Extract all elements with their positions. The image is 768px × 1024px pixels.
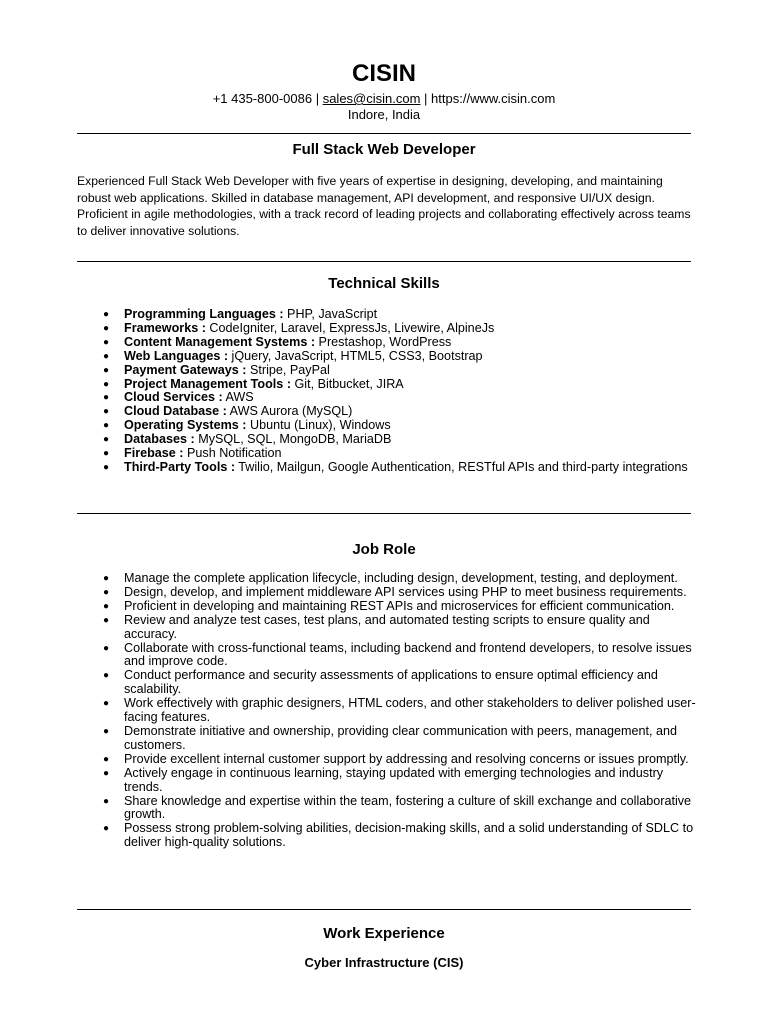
job-role-text: Share knowledge and expertise within the team, fostering a culture of skill exchange and collaborative growth. <box>124 793 692 822</box>
job-role-item <box>77 642 697 670</box>
bullet-icon: ● <box>103 448 110 460</box>
skill-value: MySQL, SQL, MongoDB, MariaDB <box>194 432 392 447</box>
skill-item <box>77 350 697 364</box>
job-role-text: Possess strong problem-solving abilities, decision-making skills, and a solid understanding of SDLC to deliver high-quality solutions. <box>124 821 694 850</box>
skill-value: CodeIgniter, Laravel, ExpressJs, Livewire, AlpineJs <box>205 320 495 335</box>
job-role-item <box>77 572 697 586</box>
bullet-icon: ● <box>103 670 110 682</box>
job-role-item <box>77 586 697 600</box>
job-role-text: Manage the complete application lifecycle, including design, development, testing, and deployment. <box>124 571 678 585</box>
skill-item <box>77 322 697 336</box>
bullet-icon: ● <box>103 725 110 737</box>
skill-item <box>77 419 697 433</box>
bullet-icon: ● <box>103 753 110 765</box>
bullet-icon: ● <box>103 309 110 320</box>
skill-label: Cloud Services : <box>124 390 223 405</box>
skill-label: Firebase : <box>124 446 184 461</box>
skill-item <box>77 447 697 461</box>
skill-value: Push Notification <box>183 446 282 461</box>
job-role-item <box>77 697 697 725</box>
bullet-icon: ● <box>103 823 110 835</box>
skill-item <box>77 461 697 475</box>
bullet-icon: ● <box>103 420 110 432</box>
skill-item <box>77 364 697 378</box>
skill-label: Cloud Database : <box>124 404 227 419</box>
bullet-icon: ● <box>103 795 110 807</box>
bullet-icon: ● <box>103 698 110 710</box>
bullet-icon: ● <box>103 573 110 584</box>
skill-label: Programming Languages : <box>124 307 284 321</box>
job-role-item <box>77 614 697 642</box>
skill-value: Twilio, Mailgun, Google Authentication, RESTful APIs and third-party integrations <box>235 459 688 474</box>
bullet-icon: ● <box>103 364 110 376</box>
skill-item <box>77 433 697 447</box>
job-role-text: Collaborate with cross-functional teams, including backend and frontend developers, to resolve issues and improve code. <box>124 640 692 669</box>
job-role-text: Review and analyze test cases, test plans, and automated testing scripts to ensure quality and accuracy. <box>124 612 650 641</box>
bullet-icon: ● <box>103 322 110 334</box>
job-role-text: Actively engage in continuous learning, staying updated with emerging technologies and industry trends. <box>124 765 664 794</box>
skill-value: jQuery, JavaScript, HTML5, CSS3, Bootstrap <box>228 348 483 363</box>
bullet-icon: ● <box>103 614 110 626</box>
bullet-icon: ● <box>103 586 110 598</box>
bullet-icon: ● <box>103 642 110 654</box>
contact-separator: | <box>420 91 432 106</box>
skill-label: Operating Systems : <box>124 418 247 433</box>
phone-number: +1 435-800-0086 <box>212 91 313 106</box>
skill-label: Web Languages : <box>124 348 229 363</box>
contact-line <box>0 90 768 107</box>
skill-item <box>77 308 697 322</box>
skill-label: Project Management Tools : <box>124 376 292 391</box>
work-experience-heading: Work Experience <box>323 925 445 942</box>
bullet-icon: ● <box>103 767 110 779</box>
contact-separator: | <box>312 91 323 106</box>
skill-item <box>77 405 697 419</box>
skill-value: Stripe, PayPal <box>246 362 330 377</box>
job-role-item <box>77 753 697 767</box>
job-title: Full Stack Web Developer <box>292 141 476 158</box>
location-text: Indore, India <box>347 107 421 122</box>
skill-value: PHP, JavaScript <box>283 307 378 321</box>
bullet-icon: ● <box>103 406 110 418</box>
skill-item <box>77 391 697 405</box>
company-name: Cyber Infrastructure (CIS) <box>304 955 464 970</box>
skill-label: Content Management Systems : <box>124 334 316 349</box>
job-role-item <box>77 725 697 753</box>
skill-value: Git, Bitbucket, JIRA <box>291 376 404 391</box>
job-role-text: Conduct performance and security assessments of applications to ensure optimal efficiency and scalability. <box>124 668 658 697</box>
skill-item <box>77 378 697 392</box>
bullet-icon: ● <box>103 378 110 390</box>
technical-skills-heading: Technical Skills <box>328 275 440 292</box>
bullet-icon: ● <box>103 461 110 473</box>
skill-value: Ubuntu (Linux), Windows <box>246 418 391 433</box>
job-role-text: Provide excellent internal customer support by addressing and resolving concerns or issues promptly. <box>124 751 689 766</box>
bullet-icon: ● <box>103 392 110 404</box>
skill-label: Frameworks : <box>124 320 206 335</box>
skill-label: Databases : <box>124 432 195 447</box>
summary-paragraph: Experienced Full Stack Web Developer with five years of expertise in designing, developing, and maintaining robust web applications. Skilled in database management, API development, and responsive UI/UX design. Proficient in agile methodologies, with a track record of leading projects and collaborating effectively across teams to deliver innovative solutions. <box>77 174 691 239</box>
job-role-item <box>77 600 697 614</box>
technical-skills-list <box>77 308 697 475</box>
section-divider <box>77 513 691 514</box>
job-role-list <box>77 572 697 850</box>
job-role-text: Work effectively with graphic designers, HTML coders, and other stakeholders to deliver polished user-facing features. <box>124 696 696 725</box>
candidate-name: CISIN <box>351 60 416 87</box>
section-divider <box>77 261 691 262</box>
skill-label: Third-Party Tools : <box>124 459 236 474</box>
bullet-icon: ● <box>103 434 110 446</box>
website-text: https://www.cisin.com <box>431 91 556 106</box>
job-role-item <box>77 795 697 823</box>
bullet-icon: ● <box>103 350 110 362</box>
skill-label: Payment Gateways : <box>124 362 247 377</box>
job-role-text: Design, develop, and implement middleware API services using PHP to meet business requirements. <box>124 584 687 599</box>
job-role-heading: Job Role <box>352 541 416 558</box>
job-role-text: Proficient in developing and maintaining REST APIs and microservices for efficient communication. <box>124 598 675 613</box>
job-role-text: Demonstrate initiative and ownership, providing clear communication with peers, management, and customers. <box>124 723 678 752</box>
job-role-item <box>77 822 697 850</box>
job-role-item <box>77 669 697 697</box>
skill-value: Prestashop, WordPress <box>315 334 452 349</box>
section-divider <box>77 133 691 134</box>
skill-value: AWS Aurora (MySQL) <box>226 404 353 419</box>
bullet-icon: ● <box>103 600 110 612</box>
job-role-item <box>77 767 697 795</box>
section-divider <box>77 909 691 910</box>
skill-value: AWS <box>222 390 254 405</box>
skill-item <box>77 336 697 350</box>
email-link[interactable]: sales@cisin.com <box>322 91 421 106</box>
bullet-icon: ● <box>103 336 110 348</box>
